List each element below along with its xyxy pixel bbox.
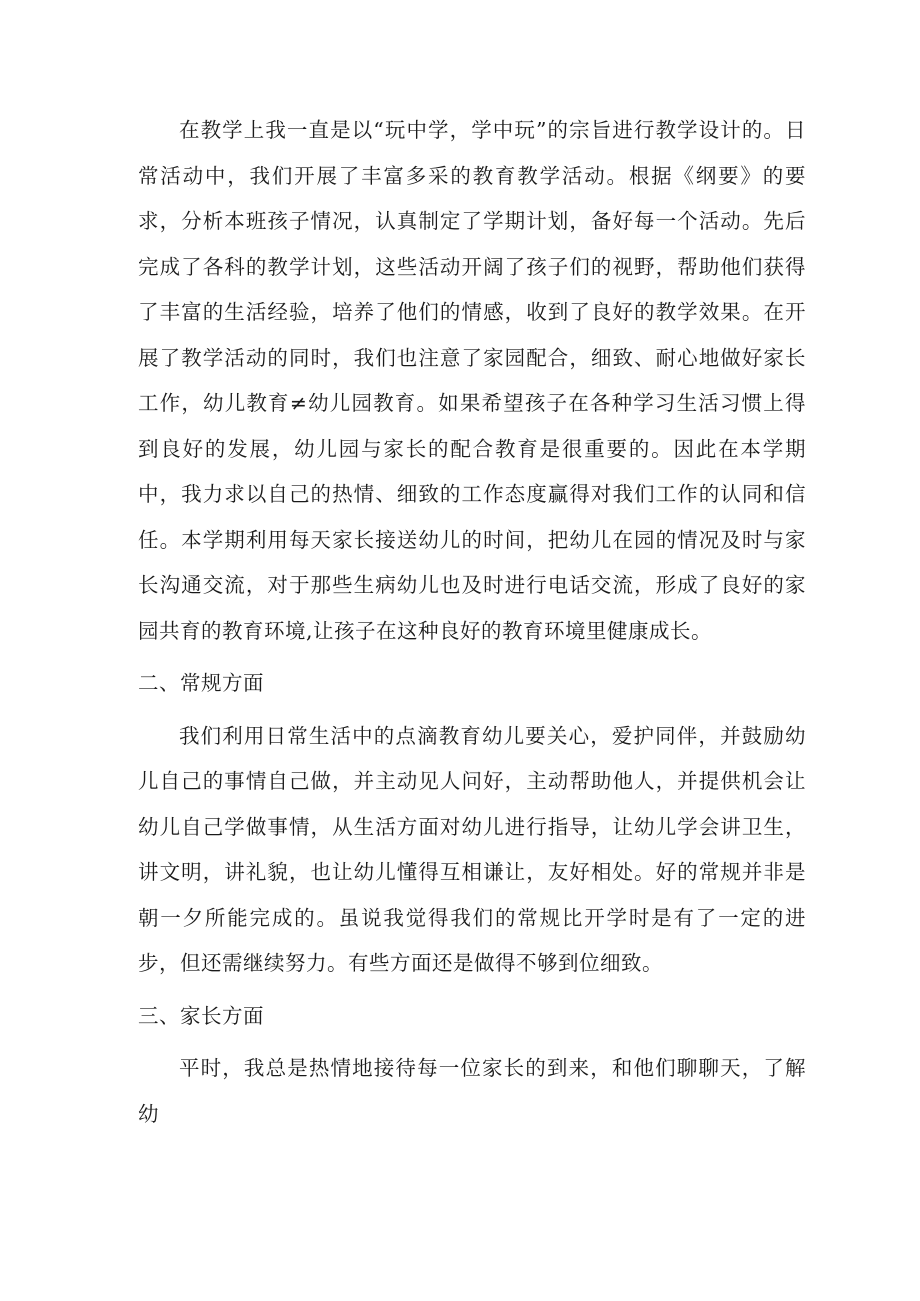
document-body (138, 108, 806, 1137)
paragraph-parents: 平时，我总是热情地接待每一位家长的到来，和他们聊聊天，了解幼 (138, 1056, 806, 1126)
paragraph-routine: 我们利用日常生活中的点滴教育幼儿要关心，爱护同伴，并鼓励幼儿自己的事情自己做，并主动见人问好，主动帮助他人，并提供机会让幼儿自己学做事情，从生活方面对幼儿进行指导，让幼儿学会讲卫生，讲文明，讲礼貌，也让幼儿懂得互相谦让，友好相处。好的常规并非是朝一夕所能完成的。虽说我觉得我们的常规比开学时是有了一定的进步，但还需继续努力。有些方面还是做得不够到位细致。 (138, 723, 806, 975)
section-heading-parents: 三、家长方面 (138, 1003, 264, 1028)
section-heading-routine: 二、常规方面 (138, 671, 264, 695)
paragraph-teaching: 在教学上我一直是以“玩中学，学中玩”的宗旨进行教学设计的。日常活动中，我们开展了丰富多采的教育教学活动。根据《纲要》的要求，分析本班孩子情况，认真制定了学期计划，备好每一个活动。先后完成了各科的教学计划，这些活动开阔了孩子们的视野，帮助他们获得了丰富的生活经验，培养了他们的情感，收到了良好的教学效果。在开展了教学活动的同时，我们也注意了家园配合，细致、耐心地做好家长工作，幼儿教育≠幼儿园教育。如果希望孩子在各种学习生活习惯上得到良好的发展，幼儿园与家长的配合教育是很重要的。因此在本学期中，我力求以自己的热情、细致的工作态度赢得对我们工作的认同和信任。本学期利用每天家长接送幼儿的时间，把幼儿在园的情况及时与家长沟通交流，对于那些生病幼儿也及时进行电话交流，形成了良好的家园共育的教育环境,让孩子在这种良好的教育环境里健康成长。 (138, 118, 806, 643)
